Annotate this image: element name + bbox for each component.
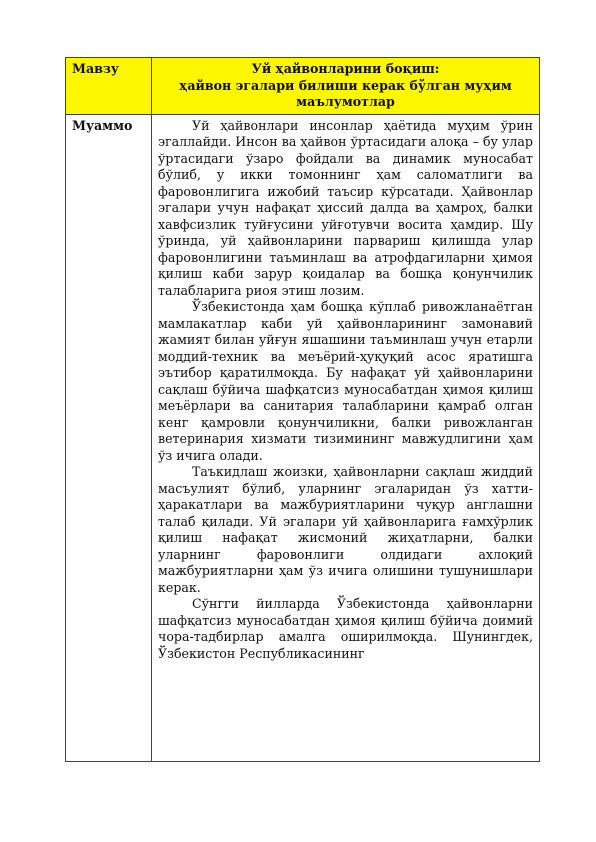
topic-title-line-1: Уй ҳайвонларини боқиш: (251, 61, 440, 76)
topic-title-cell (152, 58, 540, 115)
topic-title-line-2: ҳайвон эгалари билиши керак бўлган муҳим маълумотлар (179, 77, 512, 109)
problem-paragraph-3: Таъкидлаш жоизки, ҳайвонларни сақлаш жиддий масъулият бўлиб, уларнинг эгаларидан ўз хатти-ҳаракатлари ва мажбуриятларини чуқур англашни талаб қилади. Уй эгалари уй ҳайвонларига ғамхўрлик қилиш нафақат жисмоний жиҳатларни, балки уларнинг фаровонлиги олдидаги ахлоқий мажбуриятларни ҳам ўз ичига олишини тушунишлари керак. (158, 464, 533, 595)
problem-row (66, 114, 540, 761)
header-row (66, 58, 540, 115)
problem-text-cell (152, 114, 540, 761)
problem-label-cell (66, 114, 152, 761)
topic-table (65, 57, 540, 762)
problem-label: Муаммо (72, 117, 133, 133)
problem-paragraph-2: Ўзбекистонда ҳам бошқа кўплаб ривожланаётган мамлакатлар каби уй ҳайвонларининг замонавий жамият билан уйғун яшашини таъминлаш учун етарли моддий-техник ва меъёрий-ҳуқуқий асос яратишга эътибор қаратилмоқда. Бу нафақат уй ҳайвонларини сақлаш бўйича шафқатсиз муносабатдан ҳимоя қилиш меъёрлари ва санитария талабларини қамраб олган кенг қамровли қонунчиликни, балки ривожланган ветеринария хизмати тизимининг мавжудлигини ҳам ўз ичига олади. (158, 299, 533, 463)
topic-label: Мавзу (72, 61, 119, 76)
problem-paragraph-4: Сўнгги йилларда Ўзбекистонда ҳайвонларни шафқатсиз муносабатдан ҳимоя қилиш бўйича доимий чора-тадбирлар амалга оширилмоқда. Шунингдек, Ўзбекистон Республикасининг (158, 596, 533, 661)
problem-paragraph-1: Уй ҳайвонлари инсонлар ҳаётида муҳим ўрин эгаллайди. Инсон ва ҳайвон ўртасидаги алоқа – бу улар ўртасидаги ўзаро фойдали ва динамик муносабат бўлиб, у икки томоннинг ҳам саломатлиги ва фаровонлигига ижобий таъсир кўрсатади. Ҳайвонлар эгалари учун нафақат ҳиссий далда ва ҳамроҳ, балки хавфсизлик туйғусини уйғотувчи восита ҳамдир. Шу ўринда, уй ҳайвонларини парвариш қилишда улар фаровонлигини таъминлаш ва атрофдагиларни ҳимоя қилиш каби зарур қоидалар ва бошқа қонунчилик талабларига риоя этиш лозим. (158, 117, 533, 298)
topic-label-cell (66, 58, 152, 115)
